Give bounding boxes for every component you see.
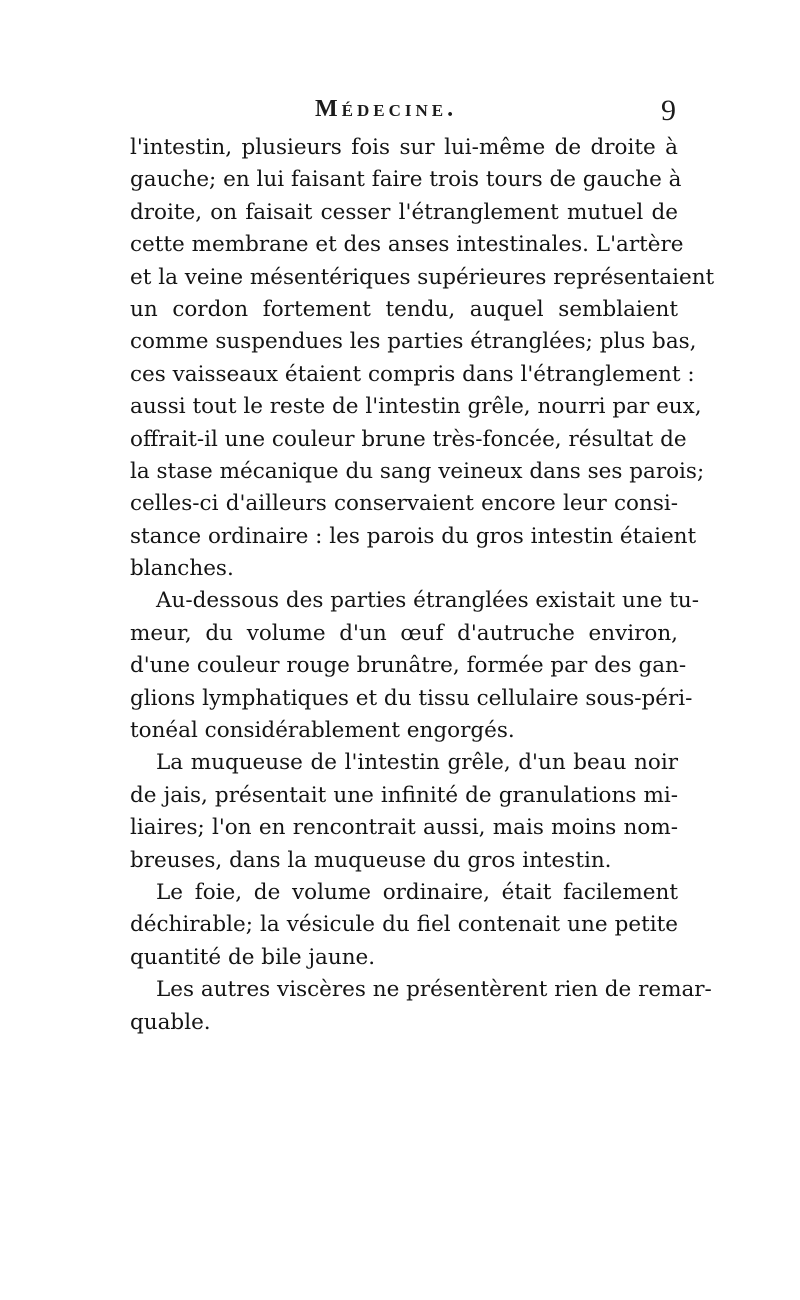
text-line: comme suspendues les parties étranglées; plus bas, bbox=[130, 329, 697, 355]
text-line: glions lymphatiques et du tissu cellulaire sous-péri- bbox=[130, 685, 693, 711]
page-number: 9 bbox=[661, 94, 676, 127]
text-line: breuses, dans la muqueuse du gros intestin. bbox=[130, 847, 612, 873]
text-line: de jais, présentait une infinité de granulations mi- bbox=[130, 782, 678, 808]
text-line: Les autres viscères ne présentèrent rien de remar- bbox=[156, 977, 712, 1003]
text-line: ces vaisseaux étaient compris dans l'étranglement : bbox=[130, 361, 695, 387]
text-line: cette membrane et des anses intestinales. L'artère bbox=[130, 232, 684, 258]
text-line: La muqueuse de l'intestin grêle, d'un beau noir bbox=[156, 750, 678, 776]
text-line: d'une couleur rouge brunâtre, formée par des gan- bbox=[130, 653, 687, 679]
text-line: meur, du volume d'un œuf d'autruche environ, bbox=[130, 620, 678, 646]
text-line: liaires; l'on en rencontrait aussi, mais moins nom- bbox=[130, 815, 678, 841]
text-line: déchirable; la vésicule du fiel contenait une petite bbox=[130, 912, 678, 938]
text-line: offrait-il une couleur brune très-foncée, résultat de bbox=[130, 426, 687, 452]
text-line: Le foie, de volume ordinaire, était facilement bbox=[156, 879, 678, 905]
text-line: aussi tout le reste de l'intestin grêle, nourri par eux, bbox=[130, 394, 702, 420]
text-line: blanches. bbox=[130, 556, 234, 582]
page-header bbox=[130, 94, 678, 134]
text-line: l'intestin, plusieurs fois sur lui-même de droite à bbox=[130, 135, 678, 160]
text-line: quable. bbox=[130, 1009, 211, 1035]
text-line: Au-dessous des parties étranglées existait une tu- bbox=[156, 588, 700, 614]
text-line: celles-ci d'ailleurs conservaient encore leur consi- bbox=[130, 491, 678, 517]
text-line: tonéal considérablement engorgés. bbox=[130, 718, 515, 744]
text-line: et la veine mésentériques supérieures représentaient bbox=[130, 264, 715, 290]
text-line: quantité de bile jaune. bbox=[130, 944, 376, 970]
body-text bbox=[130, 132, 715, 1039]
text-line: droite, on faisait cesser l'étranglement mutuel de bbox=[130, 199, 678, 225]
text-line: la stase mécanique du sang veineux dans ses parois; bbox=[130, 458, 705, 484]
text-line: un cordon fortement tendu, auquel semblaient bbox=[130, 296, 678, 322]
running-title: Médecine. bbox=[315, 96, 458, 122]
text-line: gauche; en lui faisant faire trois tours de gauche à bbox=[130, 167, 682, 193]
text-line: stance ordinaire : les parois du gros intestin étaient bbox=[130, 523, 697, 549]
